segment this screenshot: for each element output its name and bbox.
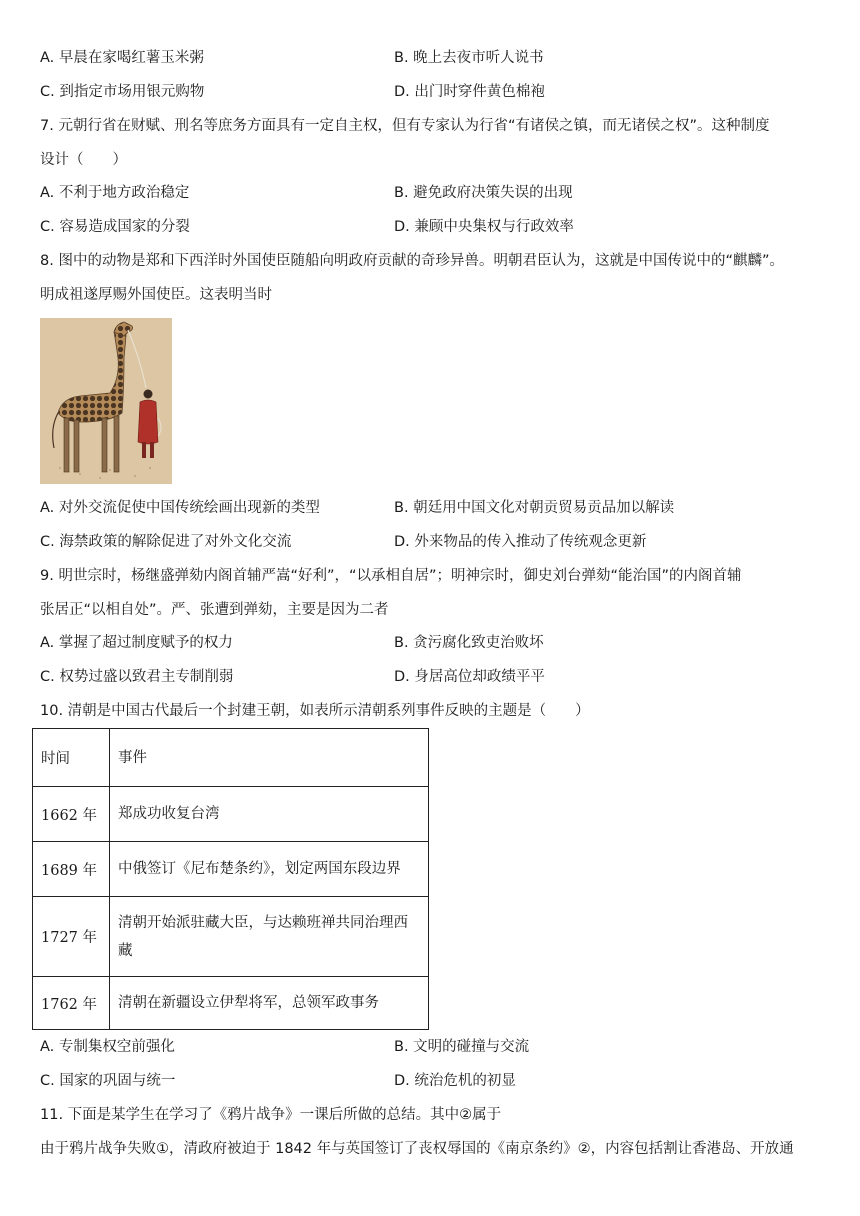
table-row: [33, 787, 429, 842]
q9-option-c: C. 权势过盛以致君主专制削弱: [40, 669, 234, 685]
table-cell-year: 1689 年: [33, 842, 110, 897]
q6-option-d: D. 出门时穿件黄色棉袍: [394, 84, 545, 100]
table-cell-year: 1762 年: [33, 977, 110, 1030]
table-cell-event: 清朝开始派驻藏大臣，与达赖班禅共同治理西藏: [110, 897, 429, 977]
q10-stem: 10. 清朝是中国古代最后一个封建王朝，如表所示清朝系列事件反映的主题是（ ）: [40, 703, 590, 719]
q6-option-c: C. 到指定市场用银元购物: [40, 84, 205, 100]
q9-option-a: A. 掌握了超过制度赋予的权力: [40, 635, 233, 651]
q9-stem-line2: 张居正“以相自处”。严、张遭到弹劾，主要是因为二者: [40, 602, 389, 618]
q8-option-b: B. 朝廷用中国文化对朝贡贸易贡品加以解读: [394, 500, 675, 516]
table-row: [33, 897, 429, 977]
table-row: [33, 977, 429, 1030]
q7-option-c: C. 容易造成国家的分裂: [40, 219, 190, 235]
q9-option-d: D. 身居高位却政绩平平: [394, 669, 545, 685]
table-cell-event: 清朝在新疆设立伊犁将军，总领军政事务: [110, 977, 429, 1030]
q7-stem-line1: 7. 元朝行省在财赋、刑名等庶务方面具有一定自主权，但有专家认为行省“有诸侯之镇，而无诸侯之权”。这种制度: [40, 118, 770, 134]
giraffe-painting-image: [40, 318, 172, 484]
events-table: [32, 728, 429, 1030]
q7-stem-line2: 设计（ ）: [40, 152, 127, 168]
table-row: [33, 842, 429, 897]
table-cell-year: 1662 年: [33, 787, 110, 842]
table-header-time: 时间: [33, 729, 110, 787]
table-cell-event: 中俄签订《尼布楚条约》，划定两国东段边界: [110, 842, 429, 897]
q6-option-b: B. 晚上去夜市听人说书: [394, 50, 544, 66]
q10-option-d: D. 统治危机的初显: [394, 1073, 516, 1089]
q7-option-d: D. 兼顾中央集权与行政效率: [394, 219, 574, 235]
q6-option-a: A. 早晨在家喝红薯玉米粥: [40, 50, 204, 66]
table-header-event: 事件: [110, 729, 429, 787]
table-cell-year: 1727 年: [33, 897, 110, 977]
q11-passage: 由于鸦片战争失败①，清政府被迫于 1842 年与英国签订了丧权辱国的《南京条约》②，内容包括割让香港岛、开放通: [40, 1141, 794, 1157]
q10-option-b: B. 文明的碰撞与交流: [394, 1039, 530, 1055]
q8-stem-line1: 8. 图中的动物是郑和下西洋时外国使臣随船向明政府贡献的奇珍异兽。明朝君臣认为，这就是中国传说中的“麒麟”。: [40, 253, 784, 269]
q8-stem-line2: 明成祖遂厚赐外国使臣。这表明当时: [40, 287, 272, 303]
q9-option-b: B. 贪污腐化致吏治败坏: [394, 635, 544, 651]
table-header-row: [33, 729, 429, 787]
q7-option-a: A. 不利于地方政治稳定: [40, 185, 190, 201]
q8-option-d: D. 外来物品的传入推动了传统观念更新: [394, 534, 647, 550]
q7-option-b: B. 避免政府决策失误的出现: [394, 185, 573, 201]
q8-option-c: C. 海禁政策的解除促进了对外文化交流: [40, 534, 292, 550]
q9-stem-line1: 9. 明世宗时，杨继盛弹劾内阁首辅严嵩“好利”，“以承相自居”；明神宗时，御史刘台弹劾“能治国”的内阁首辅: [40, 568, 742, 584]
q10-option-a: A. 专制集权空前强化: [40, 1039, 175, 1055]
q10-option-c: C. 国家的巩固与统一: [40, 1073, 176, 1089]
q8-option-a: A. 对外交流促使中国传统绘画出现新的类型: [40, 500, 320, 516]
q11-stem: 11. 下面是某学生在学习了《鸦片战争》一课后所做的总结。其中②属于: [40, 1107, 502, 1123]
table-cell-event: 郑成功收复台湾: [110, 787, 429, 842]
